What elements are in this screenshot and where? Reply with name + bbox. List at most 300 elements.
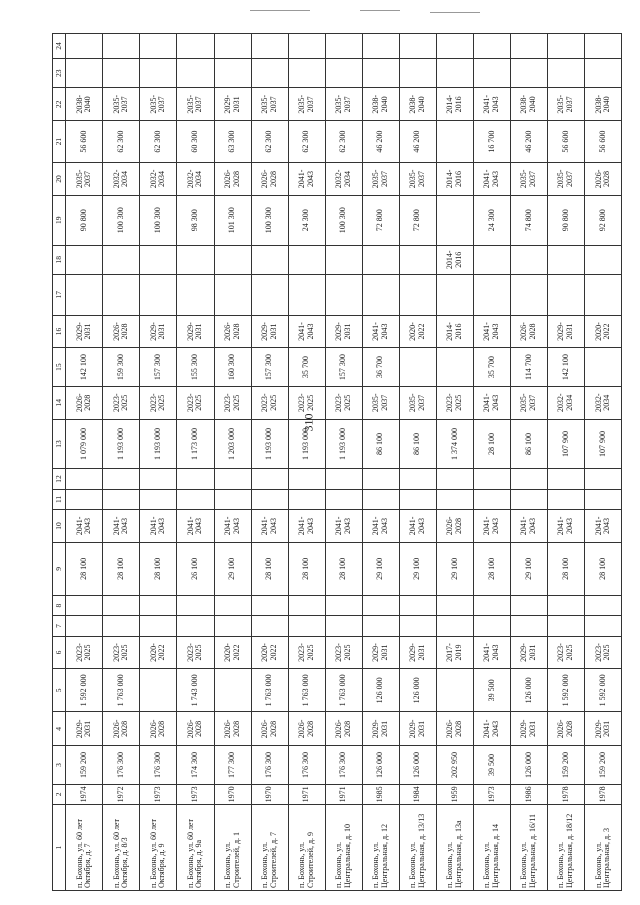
table-cell — [214, 245, 251, 274]
table-cell — [103, 616, 140, 636]
table-cell: 2041-2043 — [288, 315, 325, 348]
table-cell: 28 100 — [473, 542, 510, 595]
table-cell: 159 200 — [584, 746, 621, 784]
table-cell: 1971 — [288, 784, 325, 804]
table-cell — [251, 59, 288, 88]
table-cell: 16 700 — [473, 121, 510, 163]
table-cell: 35 700 — [473, 348, 510, 386]
table-cell — [103, 489, 140, 509]
table-cell: 2026-2028 — [251, 712, 288, 746]
column-header: 20 — [53, 163, 66, 196]
table-row — [66, 34, 103, 891]
table-cell: 2035-2037 — [362, 163, 399, 196]
table-cell: 107 900 — [584, 419, 621, 469]
table-cell: 1 763 000 — [251, 669, 288, 712]
column-header: 6 — [53, 636, 66, 669]
table-cell: 1 173 000 — [177, 419, 214, 469]
table-cell: 2035-2037 — [362, 386, 399, 419]
table-cell: 1 203 000 — [214, 419, 251, 469]
table-cell — [288, 616, 325, 636]
table-cell: 2026-2028 — [177, 712, 214, 746]
table-cell: 2020-2022 — [214, 636, 251, 669]
table-cell: 2023-2025 — [66, 636, 103, 669]
table-cell: 62 300 — [251, 121, 288, 163]
table-cell: 1970 — [251, 784, 288, 804]
table-body — [53, 34, 622, 891]
table-cell: 2041-2043 — [362, 315, 399, 348]
table-cell — [177, 469, 214, 489]
address-cell: п. Бохонь, ул. Строителей, д. 9 — [288, 805, 325, 891]
table-cell: 29 100 — [436, 542, 473, 595]
table-cell: 1971 — [325, 784, 362, 804]
table-cell: 176 300 — [103, 746, 140, 784]
table-cell: 60 300 — [177, 121, 214, 163]
table-cell: 2032-2034 — [140, 163, 177, 196]
table-cell — [251, 34, 288, 59]
table-cell — [362, 274, 399, 315]
table-cell: 114 700 — [510, 348, 547, 386]
table-cell: 62 300 — [140, 121, 177, 163]
table-cell: 28 100 — [325, 542, 362, 595]
table-cell: 2041-2043 — [288, 510, 325, 543]
table-cell: 2032-2034 — [103, 163, 140, 196]
table-cell — [510, 616, 547, 636]
table-cell: 107 900 — [547, 419, 584, 469]
table-cell — [473, 34, 510, 59]
table-cell: 28 100 — [584, 542, 621, 595]
table-cell — [473, 245, 510, 274]
table-cell: 2029-2031 — [399, 636, 436, 669]
table-cell: 2026-2028 — [288, 712, 325, 746]
table-cell — [251, 274, 288, 315]
table-cell — [140, 669, 177, 712]
table-cell — [177, 34, 214, 59]
table-cell — [584, 274, 621, 315]
table-cell: 2035-2037 — [547, 88, 584, 121]
column-header: 17 — [53, 274, 66, 315]
table-cell: 1 193 000 — [251, 419, 288, 469]
table-cell: 2029-2031 — [584, 712, 621, 746]
table-cell: 62 300 — [288, 121, 325, 163]
table-cell: 176 300 — [288, 746, 325, 784]
table-cell — [584, 245, 621, 274]
table-cell — [399, 34, 436, 59]
table-cell: 2041-2043 — [177, 510, 214, 543]
column-header: 11 — [53, 489, 66, 509]
table-cell — [547, 616, 584, 636]
table-cell: 2041-2043 — [362, 510, 399, 543]
table-cell: 90 800 — [66, 195, 103, 245]
table-cell — [214, 616, 251, 636]
table-cell: 1 763 000 — [325, 669, 362, 712]
table-cell: 2014-2016 — [436, 315, 473, 348]
table-cell: 2041-2043 — [473, 88, 510, 121]
address-cell: п. Бохонь, ул. 60 лет Октября, д. 8/3 — [103, 805, 140, 891]
table-cell — [473, 489, 510, 509]
table-cell — [214, 595, 251, 615]
table-cell: 29 100 — [362, 542, 399, 595]
address-cell: п. Бохонь, ул. 60 лет Октября, д. 9 — [140, 805, 177, 891]
table-cell — [103, 274, 140, 315]
table-cell: 176 300 — [140, 746, 177, 784]
table-cell — [140, 469, 177, 489]
table-cell: 100 300 — [251, 195, 288, 245]
table-cell: 24 300 — [473, 195, 510, 245]
table-cell — [288, 489, 325, 509]
table-cell — [251, 489, 288, 509]
table-cell: 36 700 — [362, 348, 399, 386]
table-cell: 2020-2022 — [584, 315, 621, 348]
table-cell: 2023-2025 — [547, 636, 584, 669]
table-cell — [140, 616, 177, 636]
table-cell: 2026-2028 — [214, 315, 251, 348]
table-cell: 2041-2043 — [288, 163, 325, 196]
table-cell — [399, 59, 436, 88]
column-header: 13 — [53, 419, 66, 469]
table-cell: 2023-2025 — [214, 386, 251, 419]
table-cell: 2029-2031 — [547, 315, 584, 348]
table-cell: 1 592 000 — [584, 669, 621, 712]
table-cell: 2020-2022 — [251, 636, 288, 669]
table-cell — [510, 34, 547, 59]
column-header: 3 — [53, 746, 66, 784]
table-cell: 101 300 — [214, 195, 251, 245]
address-cell: п. Бохонь, ул. Строителей, д. 7 — [251, 805, 288, 891]
table-cell: 2023-2025 — [251, 386, 288, 419]
address-cell: п. Бохонь, ул. Строителей, д. 1 — [214, 805, 251, 891]
column-header: 24 — [53, 34, 66, 59]
table-cell — [584, 348, 621, 386]
table-cell: 86 100 — [510, 419, 547, 469]
table-cell: 2041-2043 — [584, 510, 621, 543]
table-cell: 2035-2037 — [103, 88, 140, 121]
table-cell — [510, 489, 547, 509]
table-cell — [103, 34, 140, 59]
table-container — [52, 33, 622, 891]
table-row — [473, 34, 510, 891]
table-cell: 1 763 000 — [288, 669, 325, 712]
table-cell: 46 200 — [399, 121, 436, 163]
table-cell: 2029-2031 — [362, 712, 399, 746]
table-cell: 2038-2040 — [584, 88, 621, 121]
table-cell — [436, 34, 473, 59]
column-header: 14 — [53, 386, 66, 419]
table-cell — [325, 245, 362, 274]
address-cell: п. Бохонь, ул. 60 лет Октября, д. 9а — [177, 805, 214, 891]
table-cell — [140, 245, 177, 274]
table-cell — [251, 616, 288, 636]
table-cell: 2041-2043 — [473, 315, 510, 348]
table-cell — [288, 34, 325, 59]
table-cell: 1 193 000 — [288, 419, 325, 469]
table-cell: 2026-2028 — [103, 712, 140, 746]
table-cell: 39 500 — [473, 669, 510, 712]
table-cell: 157 300 — [140, 348, 177, 386]
table-cell: 2029-2031 — [177, 315, 214, 348]
table-cell: 28 100 — [547, 542, 584, 595]
scan-mark — [430, 12, 480, 13]
table-cell: 2041-2043 — [103, 510, 140, 543]
table-cell: 86 100 — [362, 419, 399, 469]
table-cell — [436, 121, 473, 163]
column-header: 21 — [53, 121, 66, 163]
scan-mark — [360, 10, 400, 11]
table-cell: 28 100 — [140, 542, 177, 595]
table-cell — [251, 245, 288, 274]
table-cell — [103, 59, 140, 88]
table-cell: 2032-2034 — [177, 163, 214, 196]
table-cell: 2038-2040 — [362, 88, 399, 121]
table-cell — [177, 595, 214, 615]
column-header: 22 — [53, 88, 66, 121]
column-header: 2 — [53, 784, 66, 804]
table-cell — [584, 469, 621, 489]
table-cell: 86 100 — [399, 419, 436, 469]
address-cell: п. Бохонь, ул. Центральная, д. 12 — [362, 805, 399, 891]
table-cell — [288, 274, 325, 315]
table-cell: 28 100 — [103, 542, 140, 595]
table-cell: 56 600 — [584, 121, 621, 163]
table-cell: 176 300 — [325, 746, 362, 784]
table-row — [140, 34, 177, 891]
address-cell: п. Бохонь, ул. Центральная, д. 18/12 — [547, 805, 584, 891]
table-cell: 46 200 — [362, 121, 399, 163]
table-cell: 2026-2028 — [214, 163, 251, 196]
address-cell: п. Бохонь, ул. Центральная, д. 3 — [584, 805, 621, 891]
table-cell — [584, 489, 621, 509]
table-cell: 2029-2031 — [140, 315, 177, 348]
table-cell: 1 193 000 — [325, 419, 362, 469]
table-cell — [436, 595, 473, 615]
table-cell — [510, 274, 547, 315]
table-cell — [103, 469, 140, 489]
table-cell — [362, 489, 399, 509]
table-cell — [436, 669, 473, 712]
table-cell: 1978 — [584, 784, 621, 804]
table-row — [177, 34, 214, 891]
table-cell: 1 193 000 — [140, 419, 177, 469]
table-cell: 2023-2025 — [584, 636, 621, 669]
table-cell — [362, 595, 399, 615]
column-header: 8 — [53, 595, 66, 615]
table-cell — [325, 34, 362, 59]
table-cell — [288, 59, 325, 88]
table-cell — [436, 274, 473, 315]
table-row — [288, 34, 325, 891]
header-row — [53, 34, 66, 891]
table-cell — [251, 469, 288, 489]
table-cell: 1 743 000 — [177, 669, 214, 712]
table-cell — [510, 59, 547, 88]
table-cell — [66, 469, 103, 489]
table-cell: 159 200 — [66, 746, 103, 784]
table-cell — [510, 595, 547, 615]
table-cell: 2023-2025 — [325, 386, 362, 419]
scan-mark — [250, 10, 310, 11]
table-cell: 1959 — [436, 784, 473, 804]
table-cell — [436, 616, 473, 636]
table-cell — [584, 59, 621, 88]
table-cell — [140, 34, 177, 59]
table-cell: 2023-2025 — [436, 386, 473, 419]
table-cell — [251, 595, 288, 615]
table-cell: 2017-2019 — [436, 636, 473, 669]
table-row — [103, 34, 140, 891]
table-cell: 2029-2031 — [325, 315, 362, 348]
table-cell: 2026-2028 — [436, 712, 473, 746]
page-number: 310 — [301, 413, 316, 432]
table-cell: 155 300 — [177, 348, 214, 386]
table-cell — [140, 59, 177, 88]
table-cell — [584, 616, 621, 636]
table-cell — [325, 595, 362, 615]
table-cell — [177, 616, 214, 636]
table-cell — [436, 469, 473, 489]
table-cell — [547, 59, 584, 88]
column-header: 5 — [53, 669, 66, 712]
table-cell — [325, 469, 362, 489]
table-cell: 2041-2043 — [325, 510, 362, 543]
table-cell: 29 100 — [399, 542, 436, 595]
table-cell — [214, 489, 251, 509]
table-cell — [436, 195, 473, 245]
table-cell — [214, 669, 251, 712]
table-cell: 1972 — [103, 784, 140, 804]
table-cell — [177, 59, 214, 88]
table-cell: 2041-2043 — [251, 510, 288, 543]
table-cell: 39 500 — [473, 746, 510, 784]
table-cell: 159 200 — [547, 746, 584, 784]
table-row — [362, 34, 399, 891]
table-cell: 2041-2043 — [547, 510, 584, 543]
table-cell: 2035-2037 — [510, 386, 547, 419]
table-cell: 2029-2031 — [510, 712, 547, 746]
table-cell — [399, 616, 436, 636]
table-cell: 2026-2028 — [584, 163, 621, 196]
table-cell: 2032-2034 — [325, 163, 362, 196]
column-header: 23 — [53, 59, 66, 88]
column-header: 18 — [53, 245, 66, 274]
table-cell — [584, 34, 621, 59]
table-cell: 28 100 — [288, 542, 325, 595]
table-cell: 2041-2043 — [473, 510, 510, 543]
column-header: 15 — [53, 348, 66, 386]
table-cell: 202 950 — [436, 746, 473, 784]
table-cell: 74 800 — [510, 195, 547, 245]
table-cell: 157 300 — [251, 348, 288, 386]
table-cell: 2020-2022 — [140, 636, 177, 669]
table-cell — [473, 469, 510, 489]
table-cell — [473, 595, 510, 615]
table-cell: 126 000 — [399, 669, 436, 712]
table-cell: 2026-2028 — [66, 386, 103, 419]
table-row — [251, 34, 288, 891]
table-cell: 2023-2025 — [288, 386, 325, 419]
table-cell: 2035-2037 — [399, 163, 436, 196]
table-cell: 1970 — [214, 784, 251, 804]
table-cell — [436, 348, 473, 386]
table-cell: 2029-2031 — [66, 315, 103, 348]
table-cell — [362, 34, 399, 59]
table-cell: 1973 — [473, 784, 510, 804]
table-cell: 72 800 — [362, 195, 399, 245]
table-cell — [103, 245, 140, 274]
table-cell: 1 592 000 — [547, 669, 584, 712]
table-cell — [584, 595, 621, 615]
column-header: 12 — [53, 469, 66, 489]
table-cell — [399, 274, 436, 315]
table-cell — [66, 245, 103, 274]
table-cell — [325, 274, 362, 315]
table-row — [584, 34, 621, 891]
table-cell — [66, 489, 103, 509]
table-cell: 46 200 — [510, 121, 547, 163]
table-cell — [66, 59, 103, 88]
table-cell: 174 300 — [177, 746, 214, 784]
table-cell: 100 300 — [103, 195, 140, 245]
table-cell: 1973 — [140, 784, 177, 804]
table-cell: 92 800 — [584, 195, 621, 245]
table-cell — [547, 469, 584, 489]
table-cell — [547, 489, 584, 509]
address-cell: п. Бохонь, ул. Центральная, д. 14 — [473, 805, 510, 891]
address-cell: п. Бохонь, ул. 60 лет Октября, д. 7 — [66, 805, 103, 891]
table-row — [325, 34, 362, 891]
table-cell: 2035-2037 — [66, 163, 103, 196]
table-cell: 2029-2031 — [399, 712, 436, 746]
table-cell: 2035-2037 — [510, 163, 547, 196]
table-cell: 2041-2043 — [140, 510, 177, 543]
table-cell: 1985 — [362, 784, 399, 804]
table-cell — [177, 245, 214, 274]
table-cell — [325, 489, 362, 509]
table-cell: 2023-2025 — [103, 386, 140, 419]
table-cell: 2023-2025 — [103, 636, 140, 669]
table-cell: 28 100 — [66, 542, 103, 595]
table-cell: 2014-2016 — [436, 163, 473, 196]
table-cell: 2035-2037 — [325, 88, 362, 121]
address-cell: п. Бохонь, ул. Центральная, д. 10 — [325, 805, 362, 891]
column-header: 4 — [53, 712, 66, 746]
table-cell: 24 300 — [288, 195, 325, 245]
table-cell — [325, 616, 362, 636]
table-cell: 159 300 — [103, 348, 140, 386]
table-cell: 176 300 — [251, 746, 288, 784]
table-cell: 2026-2028 — [251, 163, 288, 196]
table-cell — [399, 245, 436, 274]
table-cell: 1986 — [510, 784, 547, 804]
table-cell: 2038-2040 — [66, 88, 103, 121]
table-cell: 2038-2040 — [510, 88, 547, 121]
table-cell — [547, 34, 584, 59]
table-cell — [214, 469, 251, 489]
column-header: 9 — [53, 542, 66, 595]
table-cell: 1 079 000 — [66, 419, 103, 469]
table-cell: 2014-2016 — [436, 245, 473, 274]
table-cell — [140, 489, 177, 509]
table-cell — [510, 469, 547, 489]
table-cell: 98 300 — [177, 195, 214, 245]
table-cell: 63 300 — [214, 121, 251, 163]
table-cell: 2041-2043 — [214, 510, 251, 543]
table-row — [399, 34, 436, 891]
table-cell: 157 300 — [325, 348, 362, 386]
table-row — [214, 34, 251, 891]
column-header: 1 — [53, 805, 66, 891]
table-cell: 142 100 — [66, 348, 103, 386]
table-cell: 2041-2043 — [473, 386, 510, 419]
table-cell: 2026-2028 — [214, 712, 251, 746]
